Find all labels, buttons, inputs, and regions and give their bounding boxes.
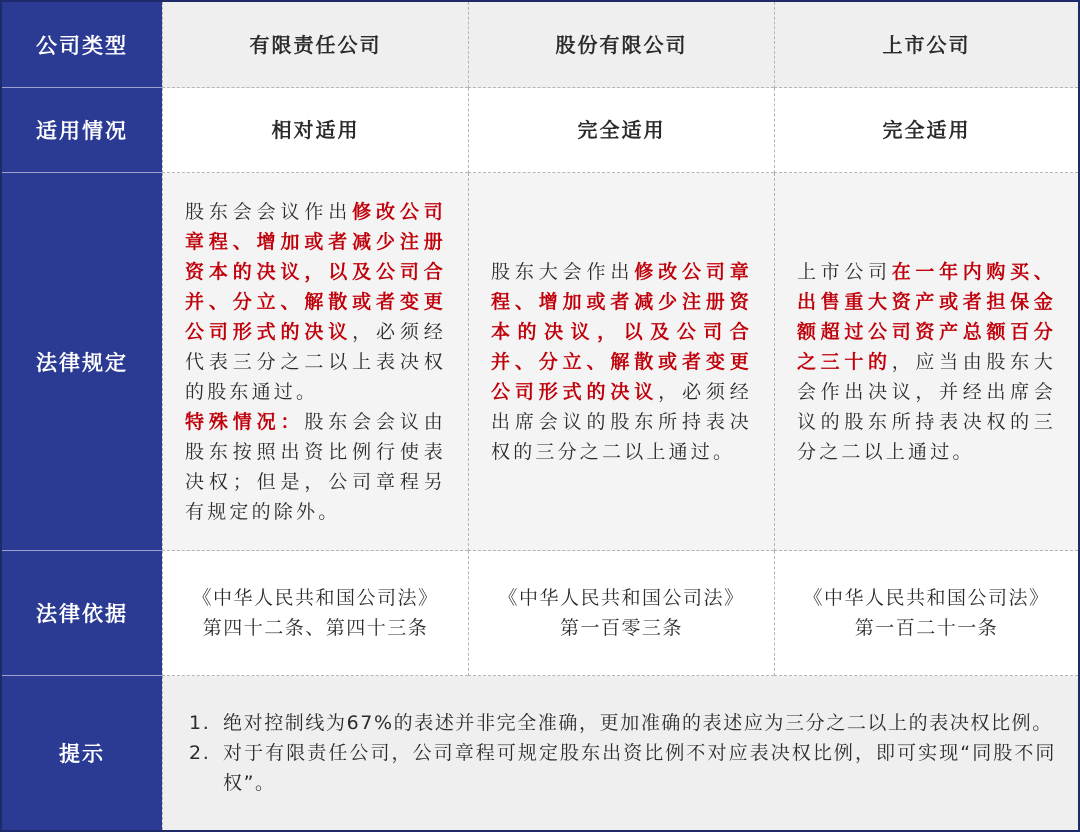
tip-number: 1. bbox=[189, 712, 211, 734]
basis-article: 第一百零三条 bbox=[559, 617, 683, 639]
tips-panel bbox=[162, 676, 1078, 830]
rule-text-highlight: 修改公司章程、增加或者减少注册资本的决议，以及公司合并、分立、解散或者变更公司形式的决议 bbox=[491, 260, 752, 403]
col-title-llc: 有限责任公司 bbox=[162, 2, 468, 88]
special-case-label: 特殊情况： bbox=[185, 410, 305, 433]
legal-rule-text bbox=[185, 197, 446, 407]
col-title-joint-stock: 股份有限公司 bbox=[468, 2, 774, 88]
rule-text-plain: ，必须经出席会议的股东所持表决权的三分之二以上通过。 bbox=[491, 380, 752, 463]
rule-text-plain: ，应当由股东大会作出决议，并经出席会议的股东所持表决权的三分之二以上通过。 bbox=[797, 350, 1056, 463]
col-title-listed: 上市公司 bbox=[774, 2, 1078, 88]
applicability-listed: 完全适用 bbox=[774, 88, 1078, 173]
legal-rule-joint-stock bbox=[468, 173, 774, 551]
tip-item bbox=[189, 708, 1056, 738]
basis-law: 《中华人民共和国公司法》 bbox=[498, 587, 745, 609]
tip-text: 对于有限责任公司，公司章程可规定股东出资比例不对应表决权比例，即可实现“同股不同权”。 bbox=[223, 742, 1056, 794]
legal-basis-listed bbox=[774, 551, 1078, 676]
legal-rule-text bbox=[491, 257, 752, 467]
legal-basis-joint-stock bbox=[468, 551, 774, 676]
legal-rule-listed bbox=[774, 173, 1078, 551]
special-case-text: 股东会会议由股东按照出资比例行使表决权；但是，公司章程另有规定的除外。 bbox=[185, 410, 446, 523]
header-tips: 提示 bbox=[2, 676, 162, 830]
tip-item bbox=[189, 738, 1056, 798]
rule-text-highlight: 修改公司章程、增加或者减少注册资本的决议，以及公司合并、分立、解散或者变更公司形式的决议 bbox=[185, 200, 446, 343]
applicability-joint-stock: 完全适用 bbox=[468, 88, 774, 173]
legal-rule-text bbox=[797, 257, 1056, 467]
rule-text-plain: 上市公司 bbox=[797, 260, 892, 283]
tip-text: 绝对控制线为67%的表述并非完全准确，更加准确的表述应为三分之二以上的表决权比例。 bbox=[223, 712, 1053, 734]
rule-text-plain: ，必须经代表三分之二以上表决权的股东通过。 bbox=[185, 320, 446, 403]
header-company-type: 公司类型 bbox=[2, 2, 162, 88]
rule-text-plain: 股东大会作出 bbox=[491, 260, 635, 283]
header-legal-basis: 法律依据 bbox=[2, 551, 162, 676]
legal-basis-llc bbox=[162, 551, 468, 676]
header-applicability: 适用情况 bbox=[2, 88, 162, 173]
basis-law: 《中华人民共和国公司法》 bbox=[803, 587, 1050, 609]
applicability-llc: 相对适用 bbox=[162, 88, 468, 173]
rule-text-highlight: 在一年内购买、出售重大资产或者担保金额超过公司资产总额百分之三十的 bbox=[797, 260, 1056, 373]
basis-article: 第一百二十一条 bbox=[854, 617, 999, 639]
legal-rule-llc bbox=[162, 173, 468, 551]
tip-number: 2. bbox=[189, 742, 211, 764]
special-case bbox=[185, 407, 446, 527]
rule-text-plain: 股东会会议作出 bbox=[185, 200, 353, 223]
basis-article: 第四十二条、第四十三条 bbox=[202, 617, 429, 639]
basis-law: 《中华人民共和国公司法》 bbox=[192, 587, 439, 609]
header-legal-rules: 法律规定 bbox=[2, 173, 162, 551]
